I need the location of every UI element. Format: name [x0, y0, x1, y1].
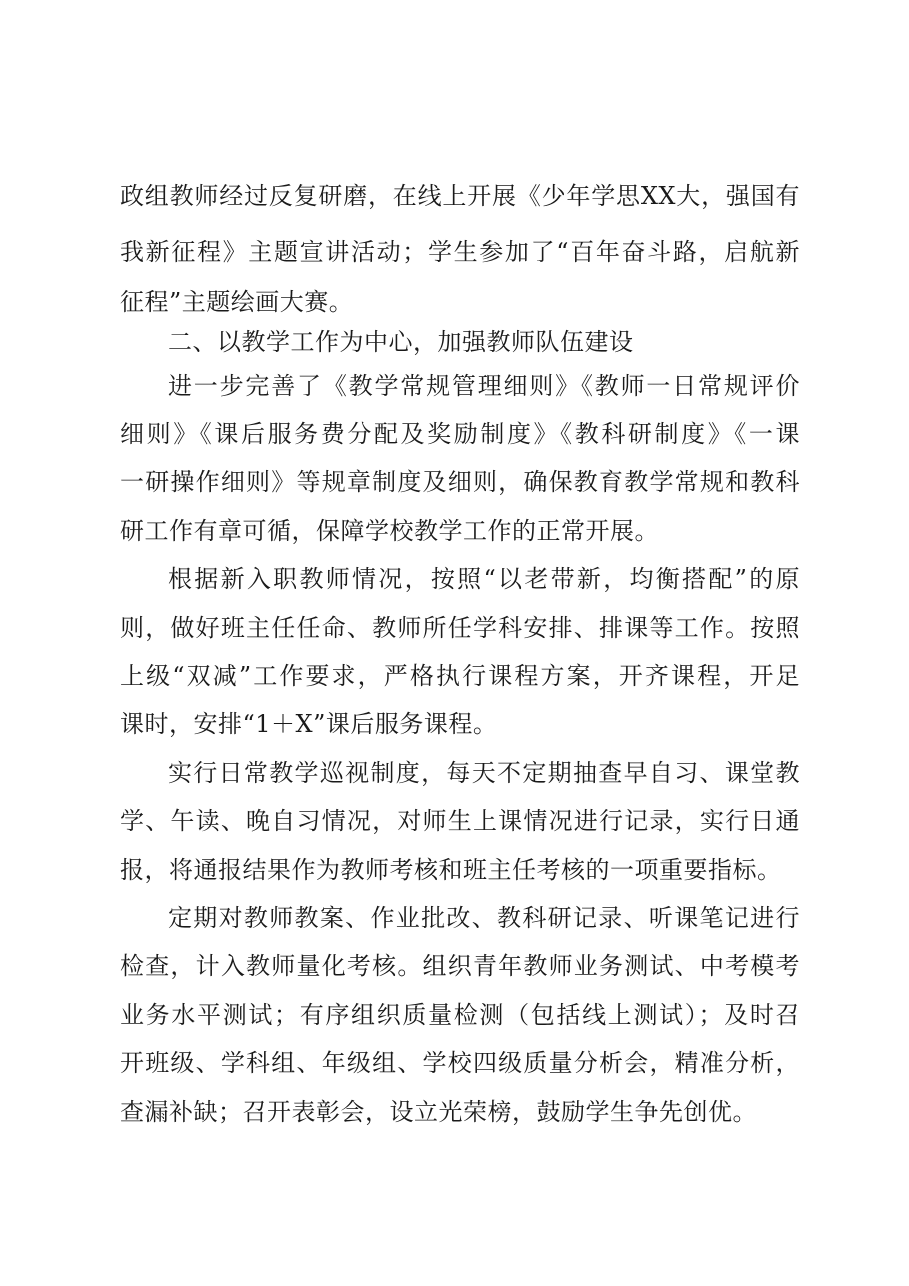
- paragraph-line: 根据新入职教师情况，按照“以老带新，均衡搭配”的原: [168, 565, 800, 593]
- paragraph-line: 检查，计入教师量化考核。组织青年教师业务测试、中考模考: [120, 952, 800, 980]
- paragraph-line: 课时，安排“1＋X”课后服务课程。: [120, 710, 498, 738]
- paragraph-line: 实行日常教学巡视制度，每天不定期抽查早自习、课堂教: [168, 759, 800, 787]
- paragraph-line: 查漏补缺；召开表彰会，设立光荣榜，鼓励学生争先创优。: [120, 1098, 757, 1126]
- paragraph-line: 政组教师经过反复研磨，在线上开展《少年学思XX大，强国有: [120, 182, 800, 210]
- paragraph-line: 业务水平测试；有序组织质量检测（包括线上测试）；及时召: [120, 1001, 800, 1029]
- paragraph-line: 则，做好班主任任命、教师所任学科安排、排课等工作。按照: [120, 614, 800, 642]
- paragraph-line: 研工作有章可循，保障学校教学工作的正常开展。: [120, 517, 659, 545]
- paragraph-line: 上级“双减”工作要求，严格执行课程方案，开齐课程，开足: [120, 662, 800, 690]
- paragraph-line: 定期对教师教案、作业批改、教科研记录、听课笔记进行: [168, 904, 800, 932]
- section-heading: 二、以教学工作为中心，加强教师队伍建设: [168, 328, 634, 356]
- paragraph-line: 进一步完善了《教学常规管理细则》《教师一日常规评价: [168, 372, 800, 400]
- paragraph-line: 我新征程》主题宣讲活动；学生参加了“百年奋斗路，启航新: [120, 238, 800, 266]
- paragraph-line: 征程”主题绘画大赛。: [120, 288, 354, 316]
- paragraph-line: 一研操作细则》等规章制度及细则，确保教育教学常规和教科: [120, 468, 800, 496]
- paragraph-line: 开班级、学科组、年级组、学校四级质量分析会，精准分析，: [120, 1049, 800, 1077]
- paragraph-line: 报，将通报结果作为教师考核和班主任考核的一项重要指标。: [120, 856, 782, 884]
- paragraph-line: 细则》《课后服务费分配及奖励制度》《教科研制度》《一课: [120, 420, 800, 448]
- paragraph-line: 学、午读、晚自习情况，对师生上课情况进行记录，实行日通: [120, 807, 800, 835]
